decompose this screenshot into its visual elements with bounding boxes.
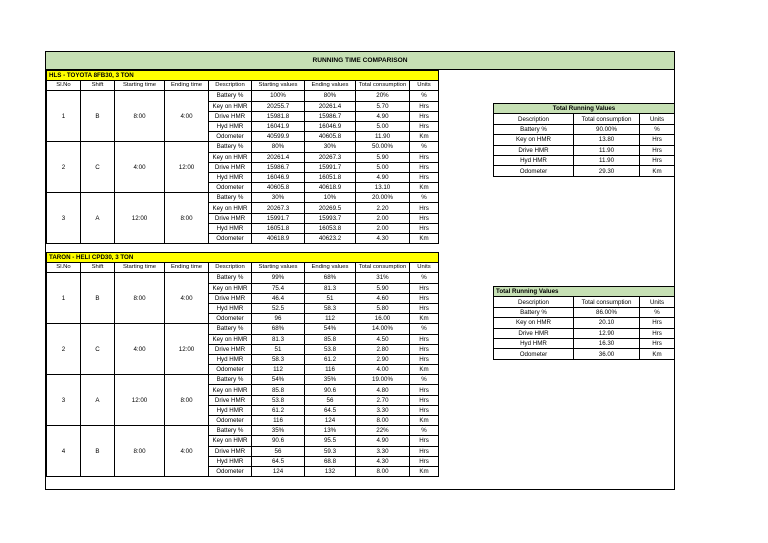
summary-cell: Hrs xyxy=(640,135,675,145)
table-cell: 5.00 xyxy=(356,162,410,172)
table-cell: Key on HMR xyxy=(209,436,252,446)
table-cell: 51 xyxy=(252,344,305,354)
column-header: Description xyxy=(209,263,252,273)
table-cell: 80% xyxy=(305,91,356,101)
summary-row xyxy=(494,166,675,176)
group-shift: A xyxy=(81,193,115,244)
table-cell: Hrs xyxy=(410,121,439,131)
group-start: 8:00 xyxy=(115,91,165,142)
table-cell: 2.70 xyxy=(356,395,410,405)
group-shift: A xyxy=(81,375,115,426)
column-header: Units xyxy=(410,81,439,91)
table-cell: 4.90 xyxy=(356,111,410,121)
table-cell: 100% xyxy=(252,91,305,101)
table-cell: Km xyxy=(410,466,439,476)
table-cell: 40605.8 xyxy=(305,132,356,142)
summary-cell: Hyd HMR xyxy=(494,155,574,165)
column-header: Sl.No xyxy=(47,81,81,91)
table-cell: 58.3 xyxy=(305,303,356,313)
table-cell: Battery % xyxy=(209,273,252,283)
table-cell: Km xyxy=(410,314,439,324)
table-cell: 4.90 xyxy=(356,172,410,182)
table-cell: Hrs xyxy=(410,395,439,405)
table-cell: 96 xyxy=(252,314,305,324)
table-cell: Km xyxy=(410,183,439,193)
table-row xyxy=(47,426,439,436)
table-cell: 81.3 xyxy=(252,334,305,344)
table-cell: Hrs xyxy=(410,303,439,313)
summary-title: Total Running Values xyxy=(494,104,675,114)
table-cell: 124 xyxy=(252,466,305,476)
table-cell: 13% xyxy=(305,426,356,436)
table-cell: Drive HMR xyxy=(209,213,252,223)
table-cell: Hrs xyxy=(410,213,439,223)
table-cell: 99% xyxy=(252,273,305,283)
table-cell: 4.30 xyxy=(356,234,410,244)
table-cell: 85.8 xyxy=(305,334,356,344)
table-cell: Hrs xyxy=(410,172,439,182)
group-sl: 1 xyxy=(47,91,81,142)
table-cell: 19.00% xyxy=(356,375,410,385)
table-cell: 112 xyxy=(252,365,305,375)
summary-cell: Hrs xyxy=(640,328,675,338)
table-cell: Odometer xyxy=(209,466,252,476)
table-cell: % xyxy=(410,426,439,436)
table-cell: Hyd HMR xyxy=(209,223,252,233)
table-cell: Battery % xyxy=(209,142,252,152)
group-sl: 1 xyxy=(47,273,81,324)
table-cell: 53.8 xyxy=(252,395,305,405)
table-cell: Km xyxy=(410,234,439,244)
group-end: 4:00 xyxy=(165,273,209,324)
header-row xyxy=(47,81,439,91)
summary-cell: Hrs xyxy=(640,155,675,165)
group-start: 4:00 xyxy=(115,142,165,193)
column-header: Total consumption xyxy=(356,81,410,91)
table-cell: 54% xyxy=(252,375,305,385)
group-sl: 2 xyxy=(47,324,81,375)
section-title: TARON - HELI CPD30, 3 TON xyxy=(47,253,439,263)
table-cell: Drive HMR xyxy=(209,293,252,303)
table-cell: % xyxy=(410,375,439,385)
table-cell: Hrs xyxy=(410,446,439,456)
table-cell: Hrs xyxy=(410,456,439,466)
column-header: Starting values xyxy=(252,81,305,91)
table-cell: 51 xyxy=(305,293,356,303)
table-cell: 22% xyxy=(356,426,410,436)
table-cell: 50.00% xyxy=(356,142,410,152)
table-cell: 3.30 xyxy=(356,446,410,456)
summary-column-header: Units xyxy=(640,297,675,307)
table-cell: 13.10 xyxy=(356,183,410,193)
table-cell: % xyxy=(410,91,439,101)
summary-column-header: Units xyxy=(640,114,675,124)
table-cell: Battery % xyxy=(209,324,252,334)
table-row xyxy=(47,193,439,203)
summary-cell: Drive HMR xyxy=(494,145,574,155)
table-cell: Hyd HMR xyxy=(209,354,252,364)
table-cell: 4.60 xyxy=(356,293,410,303)
summary-cell: Hrs xyxy=(640,338,675,348)
table-cell: % xyxy=(410,273,439,283)
group-shift: B xyxy=(81,273,115,324)
group-start: 12:00 xyxy=(115,193,165,244)
running-table-2 xyxy=(46,252,439,477)
table-cell: 31% xyxy=(356,273,410,283)
table-cell: Hyd HMR xyxy=(209,303,252,313)
summary-cell: Odometer xyxy=(494,166,574,176)
summary-cell: Hrs xyxy=(640,145,675,155)
table-cell: 5.70 xyxy=(356,101,410,111)
table-cell: 64.5 xyxy=(305,405,356,415)
table-cell: 5.90 xyxy=(356,283,410,293)
table-cell: 68% xyxy=(252,324,305,334)
table-row xyxy=(47,273,439,283)
summary-row xyxy=(494,155,675,165)
summary-cell: Km xyxy=(640,166,675,176)
summary-row xyxy=(494,349,675,359)
table-cell: 40618.9 xyxy=(305,183,356,193)
summary-cell: 29.30 xyxy=(574,166,640,176)
table-cell: 56 xyxy=(305,395,356,405)
table-cell: Odometer xyxy=(209,365,252,375)
summary-row xyxy=(494,318,675,328)
summary-cell: Hyd HMR xyxy=(494,338,574,348)
table-cell: 30% xyxy=(252,193,305,203)
group-end: 8:00 xyxy=(165,375,209,426)
table-cell: 16051.8 xyxy=(305,172,356,182)
table-cell: Hyd HMR xyxy=(209,121,252,131)
table-cell: 116 xyxy=(305,365,356,375)
table-cell: Battery % xyxy=(209,426,252,436)
table-cell: Km xyxy=(410,416,439,426)
summary-title-row xyxy=(494,104,675,114)
table-cell: Hrs xyxy=(410,223,439,233)
table-cell: Drive HMR xyxy=(209,162,252,172)
table-cell: 61.2 xyxy=(252,405,305,415)
column-header: Description xyxy=(209,81,252,91)
table-cell: Drive HMR xyxy=(209,446,252,456)
table-cell: 40599.9 xyxy=(252,132,305,142)
table-cell: Km xyxy=(410,365,439,375)
table-cell: Hrs xyxy=(410,344,439,354)
table-cell: Hrs xyxy=(410,162,439,172)
table-cell: Hyd HMR xyxy=(209,456,252,466)
table-cell: 61.2 xyxy=(305,354,356,364)
running-table-1 xyxy=(46,70,439,244)
table-row xyxy=(47,375,439,385)
table-cell: Battery % xyxy=(209,375,252,385)
summary-row xyxy=(494,307,675,317)
table-cell: Hrs xyxy=(410,111,439,121)
table-cell: 2.00 xyxy=(356,213,410,223)
table-cell: 16046.9 xyxy=(252,172,305,182)
table-cell: 16046.9 xyxy=(305,121,356,131)
table-cell: 16053.8 xyxy=(305,223,356,233)
table-cell: 16041.9 xyxy=(252,121,305,131)
summary-header-row xyxy=(494,297,675,307)
summary-cell: 11.90 xyxy=(574,155,640,165)
summary-cell: 86.00% xyxy=(574,307,640,317)
table-cell: 10% xyxy=(305,193,356,203)
table-cell: Odometer xyxy=(209,314,252,324)
summary-row xyxy=(494,135,675,145)
table-row xyxy=(47,324,439,334)
table-cell: 52.5 xyxy=(252,303,305,313)
group-start: 8:00 xyxy=(115,426,165,477)
table-cell: 53.8 xyxy=(305,344,356,354)
table-cell: % xyxy=(410,193,439,203)
section-title: HLS - TOYOTA 8FB30, 3 TON xyxy=(47,71,439,81)
summary-header-row xyxy=(494,114,675,124)
column-header: Ending time xyxy=(165,263,209,273)
table-cell: 95.5 xyxy=(305,436,356,446)
table-cell: Hrs xyxy=(410,293,439,303)
table-cell: 2.00 xyxy=(356,223,410,233)
summary-cell: Battery % xyxy=(494,307,574,317)
group-start: 4:00 xyxy=(115,324,165,375)
summary-cell: Odometer xyxy=(494,349,574,359)
table-cell: 20269.5 xyxy=(305,203,356,213)
table-cell: 90.6 xyxy=(305,385,356,395)
table-cell: Hrs xyxy=(410,405,439,415)
table-cell: 35% xyxy=(305,375,356,385)
summary-row xyxy=(494,145,675,155)
table-cell: 8.00 xyxy=(356,466,410,476)
column-header: Ending values xyxy=(305,81,356,91)
summary-column-header: Total consumption xyxy=(574,297,640,307)
table-cell: Odometer xyxy=(209,416,252,426)
table-cell: 20261.4 xyxy=(252,152,305,162)
group-shift: C xyxy=(81,324,115,375)
table-row xyxy=(47,91,439,101)
table-cell: Hyd HMR xyxy=(209,405,252,415)
table-cell: 16.00 xyxy=(356,314,410,324)
summary-column-header: Description xyxy=(494,114,574,124)
table-cell: 11.90 xyxy=(356,132,410,142)
table-cell: 4.80 xyxy=(356,385,410,395)
summary-column-header: Total consumption xyxy=(574,114,640,124)
table-row xyxy=(47,142,439,152)
table-cell: Hrs xyxy=(410,334,439,344)
table-cell: 81.3 xyxy=(305,283,356,293)
table-cell: Odometer xyxy=(209,183,252,193)
group-end: 4:00 xyxy=(165,91,209,142)
table-cell: 46.4 xyxy=(252,293,305,303)
summary-cell: % xyxy=(640,124,675,134)
group-sl: 4 xyxy=(47,426,81,477)
summary-row xyxy=(494,338,675,348)
table-cell: 4.50 xyxy=(356,334,410,344)
table-cell: Hrs xyxy=(410,152,439,162)
table-cell: 20267.3 xyxy=(252,203,305,213)
table-cell: 64.5 xyxy=(252,456,305,466)
table-cell: 58.3 xyxy=(252,354,305,364)
group-start: 12:00 xyxy=(115,375,165,426)
table-cell: Odometer xyxy=(209,132,252,142)
table-cell: 132 xyxy=(305,466,356,476)
table-cell: 75.4 xyxy=(252,283,305,293)
table-cell: 68.8 xyxy=(305,456,356,466)
table-cell: 2.20 xyxy=(356,203,410,213)
column-header: Starting time xyxy=(115,263,165,273)
table-cell: Battery % xyxy=(209,193,252,203)
table-cell: Hrs xyxy=(410,354,439,364)
table-cell: 56 xyxy=(252,446,305,456)
column-header: Shift xyxy=(81,81,115,91)
summary-title: Total Running Values xyxy=(494,287,675,297)
table-cell: Key on HMR xyxy=(209,101,252,111)
table-cell: Km xyxy=(410,132,439,142)
group-start: 8:00 xyxy=(115,273,165,324)
table-cell: 68% xyxy=(305,273,356,283)
summary-cell: 16.30 xyxy=(574,338,640,348)
table-cell: Hrs xyxy=(410,283,439,293)
table-cell: 20267.3 xyxy=(305,152,356,162)
table-cell: Drive HMR xyxy=(209,395,252,405)
table-cell: 90.6 xyxy=(252,436,305,446)
table-cell: 80% xyxy=(252,142,305,152)
table-cell: 4.90 xyxy=(356,436,410,446)
table-cell: 15981.8 xyxy=(252,111,305,121)
column-header: Starting values xyxy=(252,263,305,273)
header-row xyxy=(47,263,439,273)
group-shift: B xyxy=(81,426,115,477)
table-cell: Hrs xyxy=(410,436,439,446)
summary-row xyxy=(494,124,675,134)
summary-cell: Key on HMR xyxy=(494,135,574,145)
table-cell: Key on HMR xyxy=(209,283,252,293)
summary-table-1 xyxy=(493,103,675,177)
column-header: Ending time xyxy=(165,81,209,91)
summary-cell: 11.90 xyxy=(574,145,640,155)
group-sl: 2 xyxy=(47,142,81,193)
table-cell: Key on HMR xyxy=(209,203,252,213)
table-cell: 116 xyxy=(252,416,305,426)
table-cell: 5.80 xyxy=(356,303,410,313)
table-cell: 20261.4 xyxy=(305,101,356,111)
summary-cell: Hrs xyxy=(640,318,675,328)
table-cell: 85.8 xyxy=(252,385,305,395)
table-cell: 124 xyxy=(305,416,356,426)
summary-cell: % xyxy=(640,307,675,317)
table-cell: 40623.2 xyxy=(305,234,356,244)
group-end: 12:00 xyxy=(165,142,209,193)
table-cell: 40605.8 xyxy=(252,183,305,193)
group-end: 12:00 xyxy=(165,324,209,375)
table-cell: 35% xyxy=(252,426,305,436)
table-cell: 4.00 xyxy=(356,365,410,375)
summary-cell: Km xyxy=(640,349,675,359)
table-cell: 54% xyxy=(305,324,356,334)
table-cell: 4.30 xyxy=(356,456,410,466)
summary-cell: 36.00 xyxy=(574,349,640,359)
table-cell: 20.00% xyxy=(356,193,410,203)
table-cell: % xyxy=(410,324,439,334)
column-header: Starting time xyxy=(115,81,165,91)
column-header: Units xyxy=(410,263,439,273)
summary-title-row xyxy=(494,287,675,297)
table-cell: Key on HMR xyxy=(209,152,252,162)
section-title-row xyxy=(47,71,439,81)
table-cell: 2.90 xyxy=(356,354,410,364)
sheet-title: RUNNING TIME COMPARISON xyxy=(45,51,675,70)
group-shift: C xyxy=(81,142,115,193)
group-shift: B xyxy=(81,91,115,142)
table-cell: 30% xyxy=(305,142,356,152)
group-end: 4:00 xyxy=(165,426,209,477)
table-cell: Battery % xyxy=(209,91,252,101)
table-cell: 5.90 xyxy=(356,152,410,162)
summary-row xyxy=(494,328,675,338)
table-cell: Odometer xyxy=(209,234,252,244)
table-cell: Hrs xyxy=(410,203,439,213)
summary-cell: Drive HMR xyxy=(494,328,574,338)
table-cell: Drive HMR xyxy=(209,344,252,354)
table-cell: Drive HMR xyxy=(209,111,252,121)
summary-cell: 12.90 xyxy=(574,328,640,338)
table-cell: Key on HMR xyxy=(209,334,252,344)
table-cell: % xyxy=(410,142,439,152)
column-header: Sl.No xyxy=(47,263,81,273)
table-cell: Hrs xyxy=(410,385,439,395)
table-cell: 59.3 xyxy=(305,446,356,456)
table-cell: 2.80 xyxy=(356,344,410,354)
table-cell: 20255.7 xyxy=(252,101,305,111)
table-cell: 14.00% xyxy=(356,324,410,334)
summary-cell: 90.00% xyxy=(574,124,640,134)
summary-table-2 xyxy=(493,286,675,360)
table-cell: Key on HMR xyxy=(209,385,252,395)
table-cell: 16051.8 xyxy=(252,223,305,233)
summary-column-header: Description xyxy=(494,297,574,307)
column-header: Total consumption xyxy=(356,263,410,273)
table-cell: 15993.7 xyxy=(305,213,356,223)
group-sl: 3 xyxy=(47,193,81,244)
table-cell: 15991.7 xyxy=(305,162,356,172)
column-header: Shift xyxy=(81,263,115,273)
column-header: Ending values xyxy=(305,263,356,273)
group-end: 8:00 xyxy=(165,193,209,244)
table-cell: 15991.7 xyxy=(252,213,305,223)
table-cell: 15986.7 xyxy=(252,162,305,172)
summary-cell: 13.80 xyxy=(574,135,640,145)
section-title-row xyxy=(47,253,439,263)
table-cell: 3.30 xyxy=(356,405,410,415)
table-cell: 5.00 xyxy=(356,121,410,131)
summary-cell: 20.10 xyxy=(574,318,640,328)
table-cell: 15986.7 xyxy=(305,111,356,121)
table-cell: 8.00 xyxy=(356,416,410,426)
table-cell: 40618.9 xyxy=(252,234,305,244)
summary-cell: Key on HMR xyxy=(494,318,574,328)
table-cell: 112 xyxy=(305,314,356,324)
table-cell: 20% xyxy=(356,91,410,101)
group-sl: 3 xyxy=(47,375,81,426)
summary-cell: Battery % xyxy=(494,124,574,134)
table-cell: Hrs xyxy=(410,101,439,111)
table-cell: Hyd HMR xyxy=(209,172,252,182)
